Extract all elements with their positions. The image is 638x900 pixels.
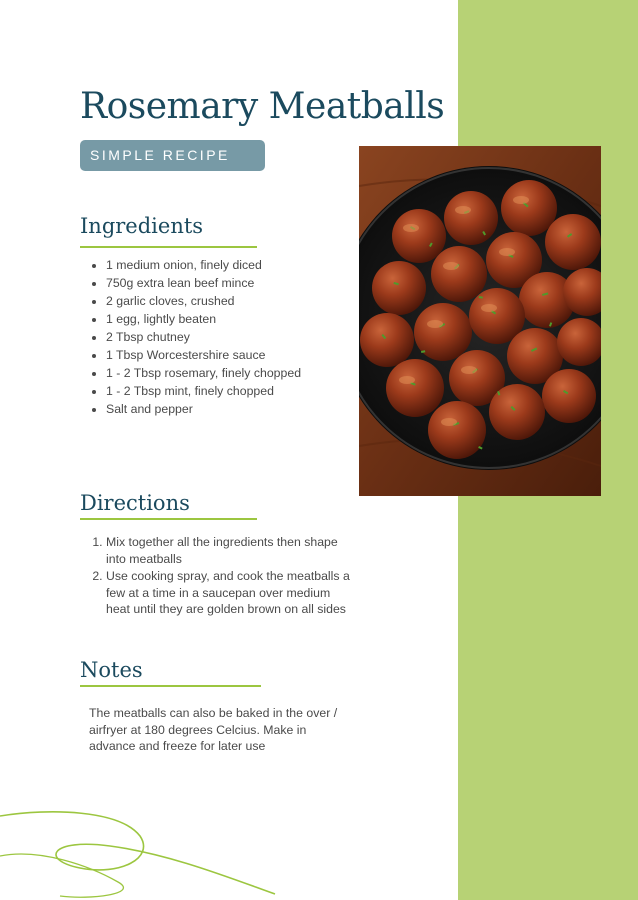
meatballs-photo	[359, 146, 601, 496]
list-item: • 1 - 2 Tbsp rosemary, finely chopped	[106, 364, 366, 382]
list-item: • 1 - 2 Tbsp mint, finely chopped	[106, 382, 366, 400]
list-item: • 2 garlic cloves, crushed	[106, 292, 366, 310]
list-item: • 1 egg, lightly beaten	[106, 310, 366, 328]
list-item: • 1 Tbsp Worcestershire sauce	[106, 346, 366, 364]
notes-divider	[80, 685, 261, 687]
list-item: 2. Use cooking spray, and cook the meatballs a few at a time in a saucepan over medium heat until they are golden brown on all sides	[106, 568, 356, 618]
notes-heading: Notes	[80, 658, 143, 682]
list-item: • 1 medium onion, finely diced	[106, 256, 366, 274]
list-item: • 750g extra lean beef mince	[106, 274, 366, 292]
ingredients-list	[88, 256, 366, 418]
directions-heading: Directions	[80, 491, 190, 515]
notes-text: The meatballs can also be baked in the over / airfryer at 180 degrees Celcius. Make in advance and freeze for later use	[89, 706, 338, 754]
recipe-title: Rosemary Meatballs	[80, 86, 445, 127]
ingredients-divider	[80, 246, 257, 248]
list-item: 1. Mix together all the ingredients then shape into meatballs	[106, 534, 356, 567]
directions-divider	[80, 518, 257, 520]
decorative-swirl	[0, 808, 280, 900]
ingredients-heading: Ingredients	[80, 214, 204, 238]
list-item: • Salt and pepper	[106, 400, 366, 418]
list-item: • 2 Tbsp chutney	[106, 328, 366, 346]
directions-list	[86, 534, 356, 619]
recipe-badge: SIMPLE RECIPE	[80, 140, 265, 171]
